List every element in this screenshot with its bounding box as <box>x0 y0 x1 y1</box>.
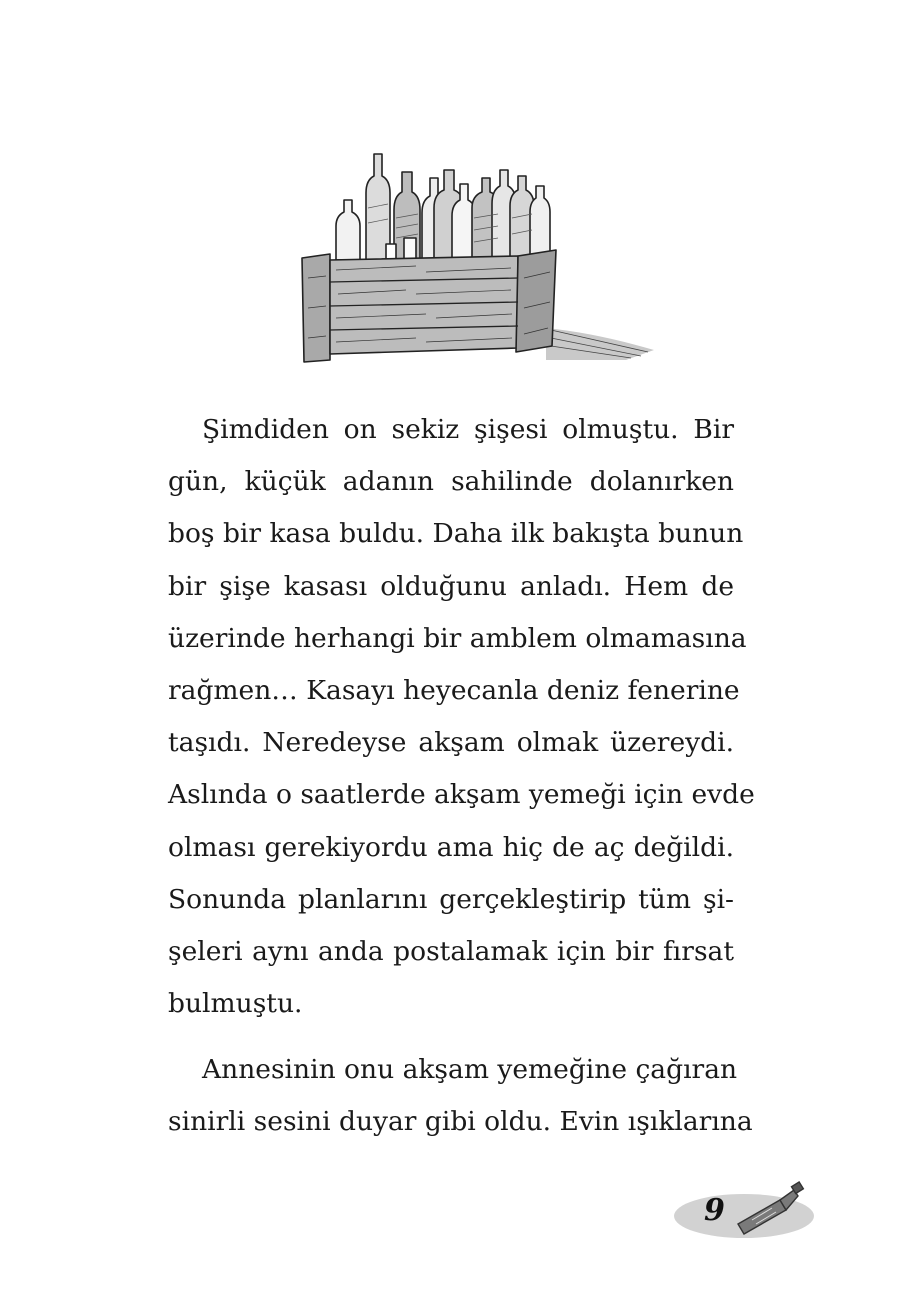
text-line: bulmuştu. <box>168 988 303 1020</box>
page-number: 9 <box>704 1193 725 1228</box>
bottle-crate-sketch <box>296 148 660 374</box>
bottle-icon <box>672 1176 822 1248</box>
text-line: gün, küçük adanın sahilinde dolanırken <box>168 466 734 498</box>
text-line: Annesinin onu akşam yemeğine çağıran <box>202 1054 738 1086</box>
text-line: olması gerekiyordu ama hiç de aç değildi. <box>168 831 734 863</box>
text-line: bir şişe kasası olduğunu anladı. Hem de <box>168 570 734 602</box>
text-line: Sonunda planlarını gerçekleştirip tüm şi- <box>168 883 734 915</box>
text-line: Şimdiden on sekiz şişesi olmuştu. Bir <box>202 414 734 445</box>
page-footer <box>672 1176 822 1248</box>
text-line: boş bir kasa buldu. Daha ilk bakışta bunun <box>168 518 744 550</box>
bottle-crate-illustration <box>296 148 660 374</box>
text-line: üzerinde herhangi bir amblem olmamasına <box>168 622 747 654</box>
text-line: rağmen… Kasayı heyecanla deniz fenerine <box>168 674 740 706</box>
text-line: sinirli sesini duyar gibi oldu. Evin ışıklarına <box>168 1106 753 1138</box>
paragraph-1 <box>168 404 755 1030</box>
body-text <box>168 404 755 1149</box>
paragraph-2 <box>168 1044 753 1148</box>
text-line: şeleri aynı anda postalamak için bir fırsat <box>168 935 734 967</box>
text-line: taşıdı. Neredeyse akşam olmak üzereydi. <box>168 727 734 759</box>
text-line: Aslında o saatlerde akşam yemeği için evde <box>168 779 755 811</box>
